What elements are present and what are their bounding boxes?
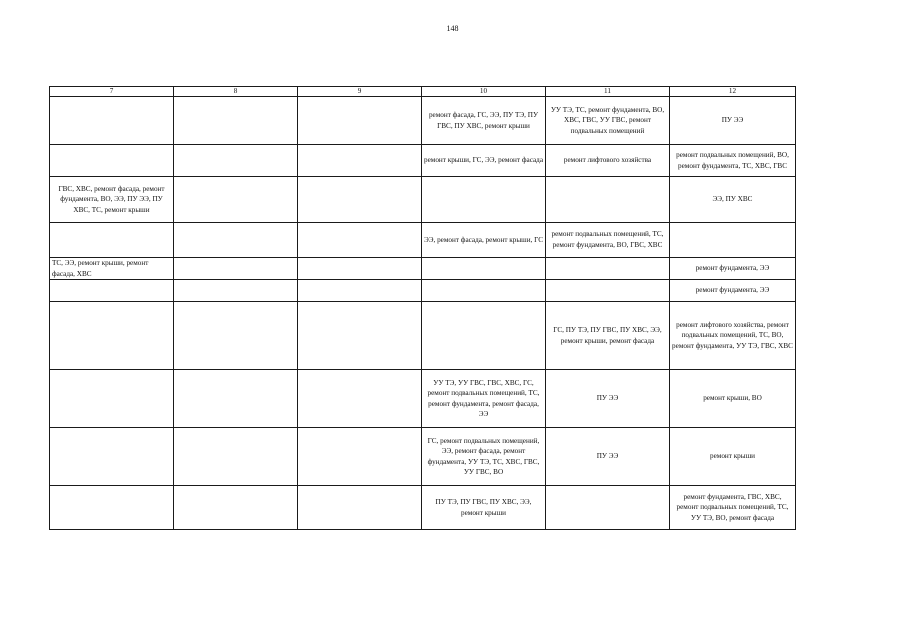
column-header: 8 — [174, 87, 298, 97]
table-cell: ремонт фундамента, ЭЭ — [670, 258, 796, 280]
table-cell: ПУ ТЭ, ПУ ГВС, ПУ ХВС, ЭЭ, ремонт крыши — [422, 486, 546, 530]
table-cell — [422, 177, 546, 223]
table-cell — [298, 177, 422, 223]
table-cell: УУ ТЭ, УУ ГВС, ГВС, ХВС, ГС, ремонт подвальных помещений, ТС, ремонт фундамента, ремонт фасада, ЭЭ — [422, 370, 546, 428]
table-cell — [546, 177, 670, 223]
table-row — [50, 223, 796, 258]
table-cell — [174, 302, 298, 370]
table-cell — [174, 258, 298, 280]
table-row — [50, 97, 796, 145]
table-cell — [546, 258, 670, 280]
table-cell — [174, 97, 298, 145]
table-cell — [298, 145, 422, 177]
table-cell: ЭЭ, ПУ ХВС — [670, 177, 796, 223]
table-cell — [422, 302, 546, 370]
table-cell: ремонт лифтового хозяйства — [546, 145, 670, 177]
table-cell: ремонт крыши — [670, 428, 796, 486]
table-row — [50, 428, 796, 486]
table-cell: ГС, ремонт подвальных помещений, ЭЭ, ремонт фасада, ремонт фундамента, УУ ТЭ, ТС, ХВС, ГВС, УУ ГВС, ВО — [422, 428, 546, 486]
table-cell — [298, 258, 422, 280]
table-cell: ремонт лифтового хозяйства, ремонт подвальных помещений, ТС, ВО, ремонт фундамента, УУ ТЭ, ГВС, ХВС — [670, 302, 796, 370]
table-cell: УУ ТЭ, ТС, ремонт фундамента, ВО, ХВС, ГВС, УУ ГВС, ремонт подвальных помещений — [546, 97, 670, 145]
table-cell — [174, 280, 298, 302]
column-header: 12 — [670, 87, 796, 97]
table-cell — [298, 370, 422, 428]
table-cell — [546, 486, 670, 530]
column-header: 7 — [50, 87, 174, 97]
table-cell: ТС, ЭЭ, ремонт крыши, ремонт фасада, ХВС — [50, 258, 174, 280]
table-cell: ГВС, ХВС, ремонт фасада, ремонт фундамента, ВО, ЭЭ, ПУ ЭЭ, ПУ ХВС, ТС, ремонт крыши — [50, 177, 174, 223]
column-header: 10 — [422, 87, 546, 97]
table-cell: ремонт фундамента, ГВС, ХВС, ремонт подвальных помещений, ТС, УУ ТЭ, ВО, ремонт фасада — [670, 486, 796, 530]
table-cell — [174, 145, 298, 177]
table-cell — [174, 223, 298, 258]
table-cell — [298, 302, 422, 370]
table-cell: ремонт подвальных помещений, ТС, ремонт фундамента, ВО, ГВС, ХВС — [546, 223, 670, 258]
table-row — [50, 145, 796, 177]
table-cell — [174, 177, 298, 223]
table-cell: ГС, ПУ ТЭ, ПУ ГВС, ПУ ХВС, ЭЭ, ремонт крыши, ремонт фасада — [546, 302, 670, 370]
table-row — [50, 177, 796, 223]
table-cell: ремонт крыши, ГС, ЭЭ, ремонт фасада — [422, 145, 546, 177]
table-cell — [50, 302, 174, 370]
table-cell — [50, 370, 174, 428]
table-cell — [298, 223, 422, 258]
table-cell — [50, 145, 174, 177]
table-cell — [50, 486, 174, 530]
table-cell — [298, 97, 422, 145]
table-row — [50, 486, 796, 530]
table-cell: ремонт фундамента, ЭЭ — [670, 280, 796, 302]
table-cell — [174, 428, 298, 486]
table-cell: ремонт крыши, ВО — [670, 370, 796, 428]
table-cell — [298, 428, 422, 486]
table-row — [50, 302, 796, 370]
column-header: 11 — [546, 87, 670, 97]
table-cell: ПУ ЭЭ — [670, 97, 796, 145]
table-cell — [422, 280, 546, 302]
header-row — [50, 87, 796, 97]
table-cell: ПУ ЭЭ — [546, 370, 670, 428]
table-cell: ЭЭ, ремонт фасада, ремонт крыши, ГС — [422, 223, 546, 258]
table-cell — [298, 280, 422, 302]
table-cell — [50, 280, 174, 302]
column-header: 9 — [298, 87, 422, 97]
table-row — [50, 280, 796, 302]
table-cell — [546, 280, 670, 302]
table-cell — [422, 258, 546, 280]
table-cell — [174, 486, 298, 530]
table-cell — [298, 486, 422, 530]
table-cell — [50, 428, 174, 486]
table-cell — [174, 370, 298, 428]
table-cell: ПУ ЭЭ — [546, 428, 670, 486]
table-cell — [50, 223, 174, 258]
table-row — [50, 258, 796, 280]
table-cell: ремонт подвальных помещений, ВО, ремонт фундамента, ТС, ХВС, ГВС — [670, 145, 796, 177]
page-number: 148 — [446, 24, 459, 33]
table-cell — [50, 97, 174, 145]
table-cell — [670, 223, 796, 258]
works-table — [49, 86, 796, 530]
table-cell: ремонт фасада, ГС, ЭЭ, ПУ ТЭ, ПУ ГВС, ПУ ХВС, ремонт крыши — [422, 97, 546, 145]
table-row — [50, 370, 796, 428]
